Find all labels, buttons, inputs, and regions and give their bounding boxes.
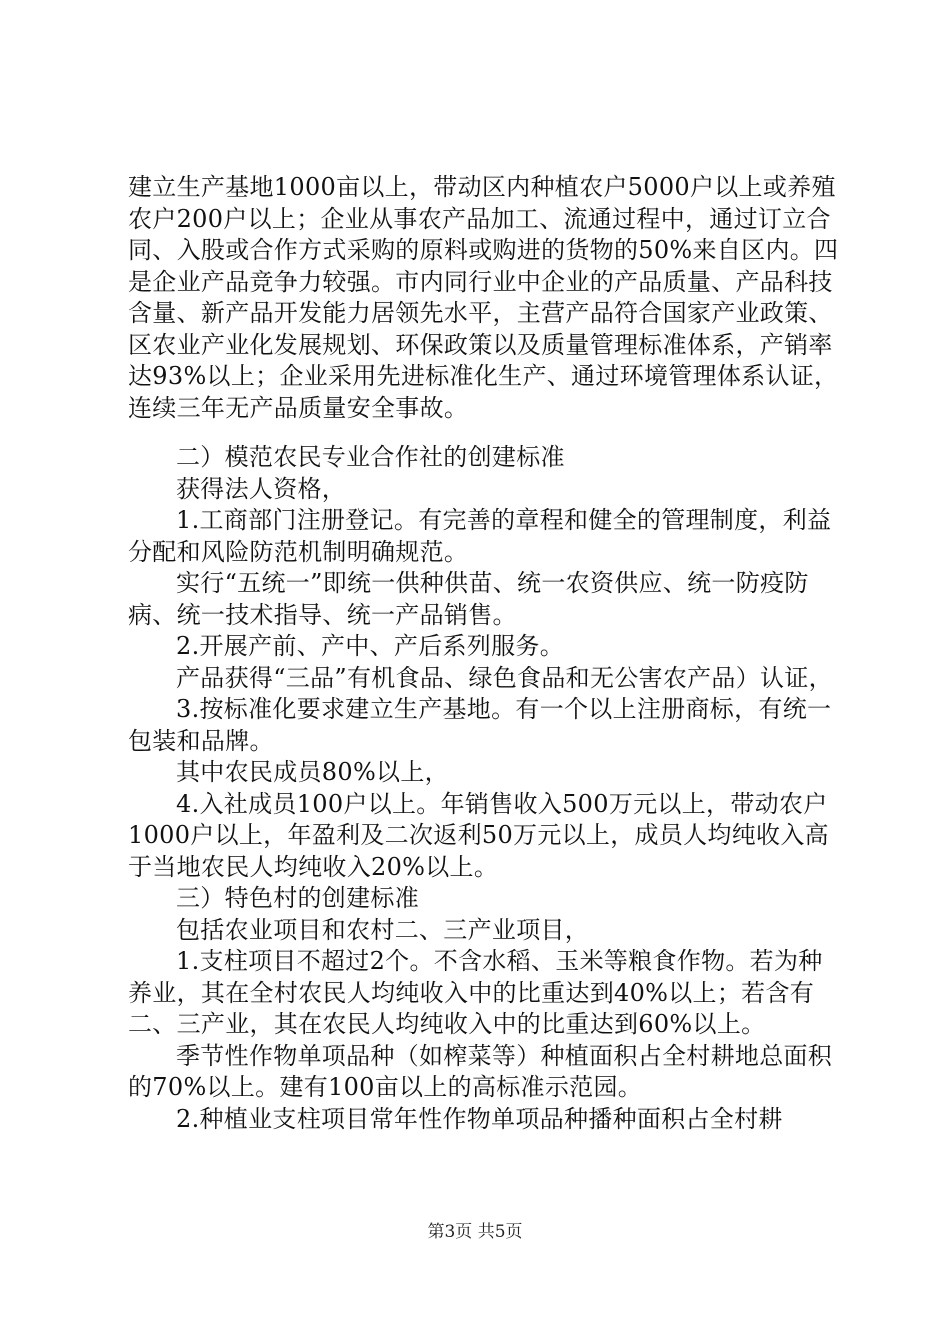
- paragraph-farmer-members: 其中农民成员80%以上，: [176, 758, 449, 786]
- document-body: [128, 172, 840, 1135]
- heading-cooperative-standards: 二）模范农民专业合作社的创建标准: [176, 443, 565, 471]
- paragraph-three-products-certification: 产品获得“三品”有机食品、绿色食品和无公害农产品）认证，: [176, 663, 833, 692]
- paragraph-item-3-standardization: 3.按标准化要求建立生产基地。有一个以上注册商标，有统一包装和品牌。: [128, 695, 832, 755]
- paragraph-item-4-membership: 4.入社成员100户以上。年销售收入500万元以上，带动农户1000户以上，年盈利及二次返利50万元以上，成员人均纯收入高于当地农民人均纯收入20%以上。: [128, 789, 829, 881]
- paragraph-item-2-services: 2.开展产前、产中、产后系列服务。: [176, 632, 564, 660]
- paragraph-item-1-pillar-projects: 1.支柱项目不超过2个。不含水稻、玉米等粮食作物。若为种养业，其在全村农民人均纯收入中的比重达到40%以上；若含有二、三产业，其在农民人均纯收入中的比重达到60%以上。: [128, 947, 823, 1038]
- paragraph-enterprise-criteria: 建立生产基地1000亩以上，带动区内种植农户5000户以上或养殖农户200户以上；企业从事农产品加工、流通过程中，通过订立合同、入股或合作方式采购的原料或购进的货物的50%来自区内。四是企业产品竞争力较强。市内同行业中企业的产品质量、产品科技含量、新产品开发能力居领先水平，主营产品符合国家产业政策、区农业产业化发展规划、环保政策以及质量管理标准体系，产销率达93%以上；企业采用先进标准化生产、通过环境管理体系认证，连续三年无产品质量安全事故。: [128, 173, 839, 422]
- paragraph-item-2-planting: 2.种植业支柱项目常年性作物单项品种播种面积占全村耕: [176, 1104, 783, 1133]
- paragraph-item-1-registration: 1.工商部门注册登记。有完善的章程和健全的管理制度，利益分配和风险防范机制明确规范。: [128, 506, 832, 566]
- paragraph-legal-person: 获得法人资格，: [176, 474, 347, 503]
- paragraph-industry-projects: 包括农业项目和农村二、三产业项目，: [176, 915, 590, 944]
- page-number-footer: 第3页 共5页: [427, 1222, 523, 1242]
- paragraph-five-unifications: 实行“五统一”即统一供种供苗、统一农资供应、统一防疫防病、统一技术指导、统一产品销售。: [128, 569, 809, 629]
- heading-featured-village-standards: 三）特色村的创建标准: [176, 884, 419, 912]
- paragraph-seasonal-crops: 季节性作物单项品种（如榨菜等）种植面积占全村耕地总面积的70%以上。建有100亩以上的高标准示范园。: [128, 1041, 833, 1101]
